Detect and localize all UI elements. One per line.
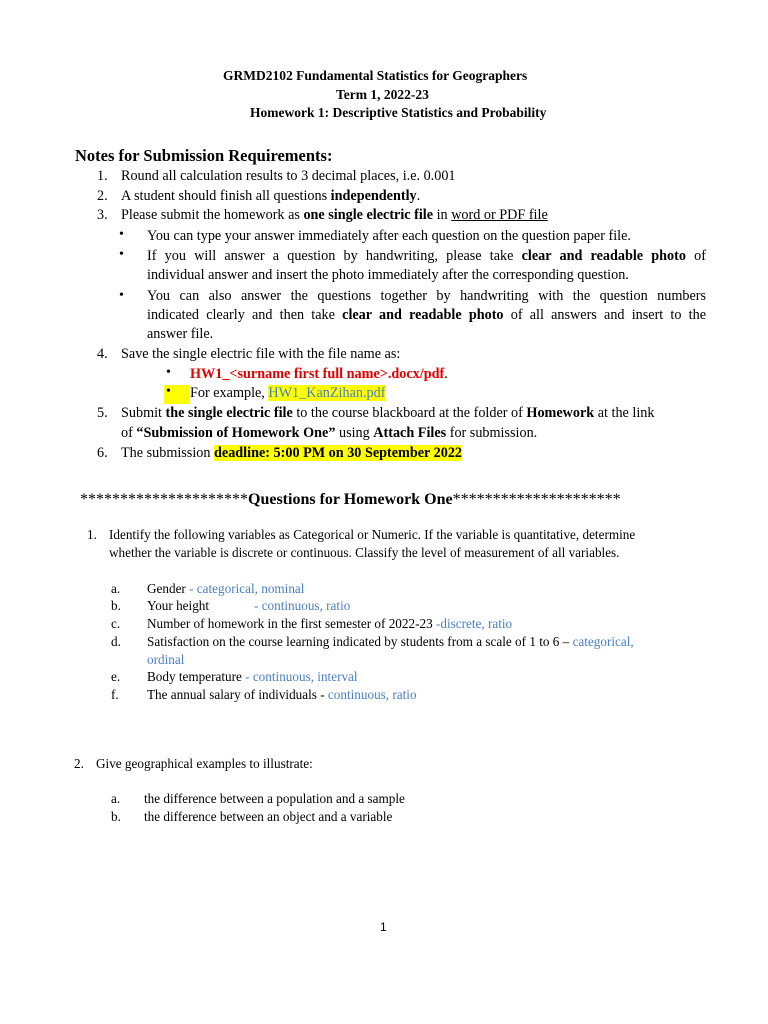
note-6-number: 6. <box>97 445 108 461</box>
bullet-icon: • <box>166 365 171 380</box>
questions-heading: *********************Questions for Homework One********************* <box>80 491 621 508</box>
q1-item-d: Satisfaction on the course learning indicated by students from a scale of 1 to 6 – categorical, <box>147 634 634 649</box>
q1-item-c: Number of homework in the first semester of 2022-23 -discrete, ratio <box>147 616 513 631</box>
notes-heading: Notes for Submission Requirements: <box>75 146 333 165</box>
q1-item-letter: c. <box>111 616 121 631</box>
bullet-3-line-3: answer file. <box>147 326 214 342</box>
bullet-1-text: You can type your answer immediately after each question on the question paper file. <box>147 228 631 244</box>
question-1-line-1: Identify the following variables as Categorical or Numeric. If the variable is quantitative, determine <box>109 527 636 542</box>
course-title: GRMD2102 Fundamental Statistics for Geographers <box>223 68 528 83</box>
bullet-icon: • <box>119 247 124 262</box>
question-2-number: 2. <box>74 756 84 771</box>
q2-item-a: the difference between a population and a sample <box>144 791 405 806</box>
q1-item-letter: a. <box>111 581 121 596</box>
bullet-3-line-1: You can also answer the questions together by handwriting with the question numbers <box>147 288 706 304</box>
page-number: 1 <box>380 920 387 934</box>
note-5-line-2: of “Submission of Homework One” using Attach Files for submission. <box>121 425 538 441</box>
q1-item-b-answer: - continuous, ratio <box>254 598 351 613</box>
note-2-number: 2. <box>97 188 108 204</box>
q1-item-b-text: Your height <box>147 598 210 613</box>
question-1-number: 1. <box>87 527 97 542</box>
bullet-2-line-2: individual answer and insert the photo immediately after the corresponding question. <box>147 267 629 283</box>
note-5-line-1: Submit the single electric file to the course blackboard at the folder of Homework at the link <box>121 405 655 421</box>
note-6-text: The submission deadline: 5:00 PM on 30 September 2022 <box>121 445 463 461</box>
q1-item-letter: d. <box>111 634 121 649</box>
question-2-text: Give geographical examples to illustrate: <box>96 756 313 771</box>
filename-example: For example, HW1_KanZihan.pdf <box>190 385 386 401</box>
homework-title: Homework 1: Descriptive Statistics and Probability <box>250 105 547 120</box>
q1-item-e: Body temperature - continuous, interval <box>147 669 358 684</box>
question-1-line-2: whether the variable is discrete or continuous. Classify the level of measurement of all variables. <box>109 545 620 560</box>
bullet-icon: • <box>166 384 171 399</box>
q2-item-letter: a. <box>111 791 121 806</box>
note-1-number: 1. <box>97 168 108 184</box>
note-3-text: Please submit the homework as one single electric file in word or PDF file <box>121 207 548 223</box>
bullet-3-line-2: indicated clearly and then take clear and readable photo of all answers and insert to the <box>147 307 706 323</box>
bullet-2-line-1: If you will answer a question by handwriting, please take clear and readable photo of <box>147 248 706 264</box>
note-3-number: 3. <box>97 207 108 223</box>
q2-item-letter: b. <box>111 809 121 824</box>
term-label: Term 1, 2022-23 <box>336 87 429 102</box>
bullet-icon: • <box>119 288 124 303</box>
note-1-text: Round all calculation results to 3 decimal places, i.e. 0.001 <box>121 168 456 184</box>
q1-item-letter: e. <box>111 669 121 684</box>
q2-item-b: the difference between an object and a variable <box>144 809 393 824</box>
q1-item-d-answer-cont: ordinal <box>147 652 185 667</box>
q1-item-f: The annual salary of individuals - continuous, ratio <box>147 687 417 702</box>
q1-item-a: Gender - categorical, nominal <box>147 581 305 596</box>
note-5-number: 5. <box>97 405 108 421</box>
filename-format: HW1_<surname first full name>.docx/pdf. <box>190 366 448 382</box>
bullet-icon: • <box>119 227 124 242</box>
q1-item-letter: b. <box>111 598 121 613</box>
q1-item-letter: f. <box>111 687 119 702</box>
note-4-number: 4. <box>97 346 108 362</box>
note-2-text: A student should finish all questions independently. <box>121 188 421 204</box>
note-4-text: Save the single electric file with the file name as: <box>121 346 401 362</box>
